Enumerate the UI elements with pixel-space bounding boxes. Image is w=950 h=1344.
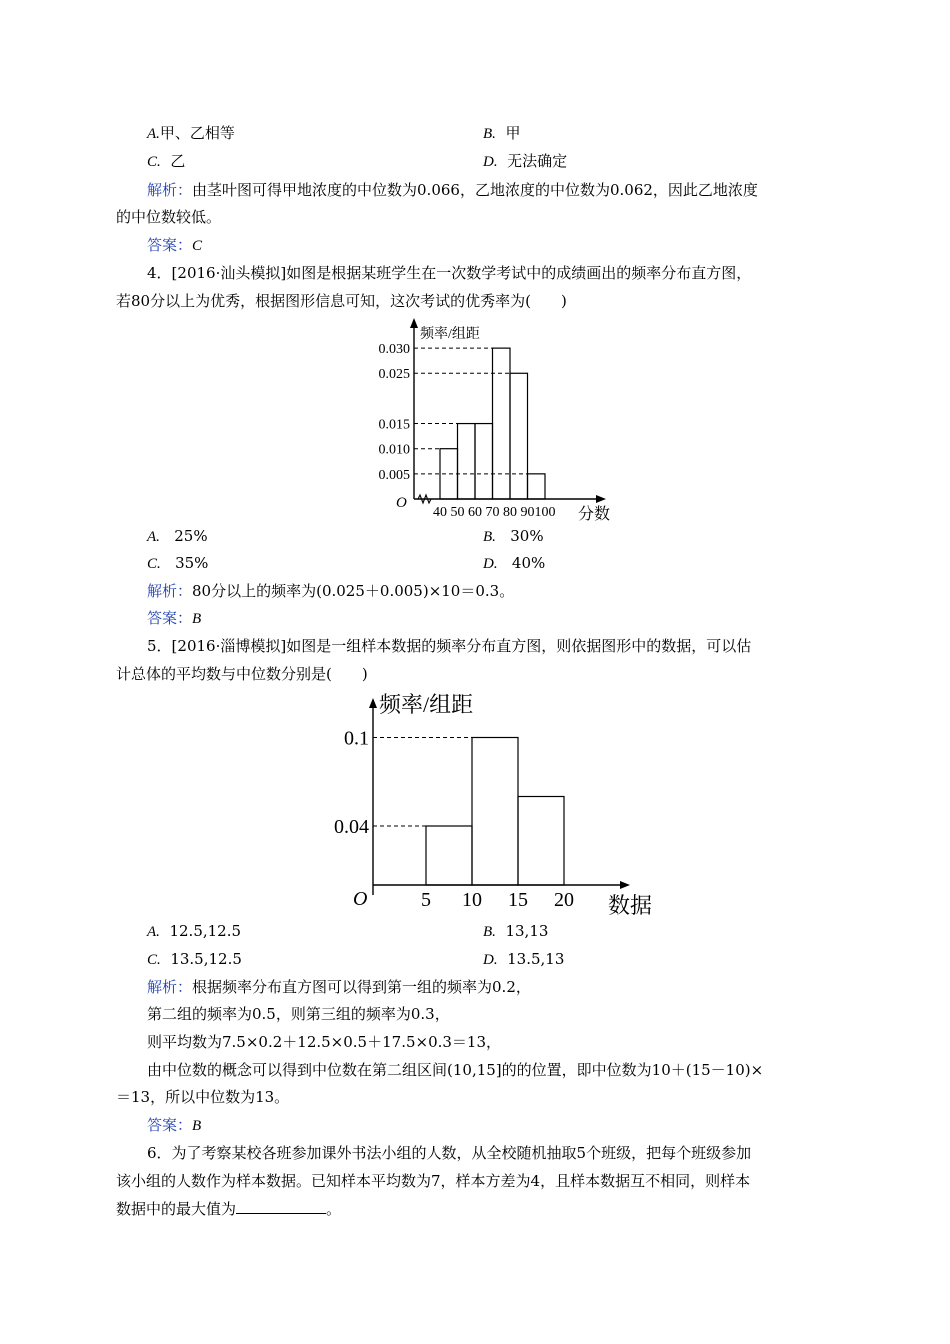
y-tick-label: 0.025	[378, 367, 410, 383]
q5-analysis-line3: 则平均数为7.5×0.2＋12.5×0.5＋17.5×0.3＝13，	[147, 1033, 502, 1051]
x-tick-label: 5	[421, 889, 431, 911]
x-tick-label: 50	[450, 505, 465, 520]
q4-option-d: D. 40%	[483, 554, 546, 572]
x-tick-label: 15	[508, 889, 528, 911]
x-axis-label: 数据	[608, 893, 653, 918]
x-tick-label: 40	[433, 505, 447, 520]
q4-answer: 答案：B	[147, 609, 202, 627]
q5-stem-line1: 5．[2016·淄博模拟]如图是一组样本数据的频率分布直方图，则依据图形中的数据，可以估	[147, 637, 752, 655]
q6-stem-line1: 6．为了考察某校各班参加课外书法小组的人数，从全校随机抽取5个班级，把每个班级参加	[147, 1144, 752, 1162]
histogram-bar	[510, 373, 528, 499]
x-tick-label: 90	[520, 505, 535, 520]
q5-analysis-line1: 解析：根据频率分布直方图可以得到第一组的频率为0.2，	[147, 978, 531, 996]
q5-option-c: C. 13.5,12.5	[147, 950, 242, 968]
x-tick-label: 80	[503, 505, 517, 520]
y-axis-arrow	[410, 318, 418, 328]
q5-answer: 答案：B	[147, 1116, 202, 1134]
histogram-bar	[472, 738, 518, 886]
x-tick-label: 60	[468, 505, 482, 520]
y-tick-label: 0.030	[378, 342, 410, 358]
q5-histogram	[320, 686, 660, 920]
x-axis-arrow	[596, 495, 606, 503]
histogram-bar	[518, 797, 564, 886]
histogram-bar	[493, 348, 511, 499]
y-tick-label: 0.015	[378, 417, 410, 433]
y-tick-label: 0.010	[378, 442, 410, 458]
y-axis-arrow	[369, 698, 377, 708]
q5-option-b: B. 13,13	[483, 922, 549, 940]
q5-stem-line2: 计总体的平均数与中位数分别是( )	[116, 665, 368, 683]
q3-answer: 答案：C	[147, 236, 203, 254]
q4-option-b: B. 30%	[483, 527, 544, 545]
q3-option-a: A.甲、乙相等	[147, 124, 235, 142]
histogram-bar	[528, 474, 546, 499]
q3-option-d: D. 无法确定	[483, 152, 568, 170]
q5-analysis-line5: ＝13，所以中位数为13。	[116, 1088, 290, 1106]
q3-analysis-line1: 解析：由茎叶图可得甲地浓度的中位数为0.066，乙地浓度的中位数为0.062，因此乙地浓度	[147, 181, 758, 199]
origin-label: O	[396, 495, 407, 511]
histogram-bar	[426, 826, 472, 885]
q3-option-b: B. 甲	[483, 124, 521, 142]
q5-analysis-line4: 由中位数的概念可以得到中位数在第二组区间(10,15]的的位置，即中位数为10＋(15－10)×	[147, 1061, 764, 1079]
histogram-bar	[458, 424, 476, 499]
q4-stem-line2: 若80分以上为优秀，根据图形信息可知，这次考试的优秀率为( )	[116, 292, 567, 310]
x-tick-label: 70	[485, 505, 500, 520]
origin-label: O	[353, 888, 368, 910]
x-tick-label: 100	[534, 505, 556, 520]
x-tick-label: 20	[554, 889, 574, 911]
q3-analysis-line2: 的中位数较低。	[116, 208, 222, 226]
q4-histogram	[360, 316, 620, 528]
q4-stem-line1: 4．[2016·汕头模拟]如图是根据某班学生在一次数学考试中的成绩画出的频率分布直方图，	[147, 264, 752, 282]
answer-blank	[236, 1199, 326, 1214]
y-tick-label: 0.04	[334, 816, 369, 838]
q5-option-d: D. 13.5,13	[483, 950, 565, 968]
y-axis-label: 频率/组距	[379, 692, 474, 717]
q6-stem-line2: 该小组的人数作为样本数据。已知样本平均数为7，样本方差为4，且样本数据互不相同，则样本	[116, 1172, 751, 1190]
q6-stem-line3: 数据中的最大值为 。	[116, 1200, 342, 1218]
q4-option-a: A. 25%	[147, 527, 208, 545]
q3-option-c: C. 乙	[147, 152, 186, 170]
x-axis-arrow	[620, 881, 630, 889]
q5-analysis-line2: 第二组的频率为0.5，则第三组的频率为0.3，	[147, 1005, 450, 1023]
q5-option-a: A. 12.5,12.5	[147, 922, 242, 940]
q4-option-c: C. 35%	[147, 554, 209, 572]
q4-analysis: 解析：80分以上的频率为(0.025＋0.005)×10＝0.3。	[147, 582, 515, 600]
y-tick-label: 0.005	[378, 467, 410, 483]
y-tick-label: 0.1	[344, 727, 369, 750]
x-axis-label: 分数	[578, 506, 611, 523]
x-tick-label: 10	[462, 889, 482, 911]
histogram-bar	[475, 424, 493, 499]
y-axis-label: 频率/组距	[420, 327, 480, 342]
